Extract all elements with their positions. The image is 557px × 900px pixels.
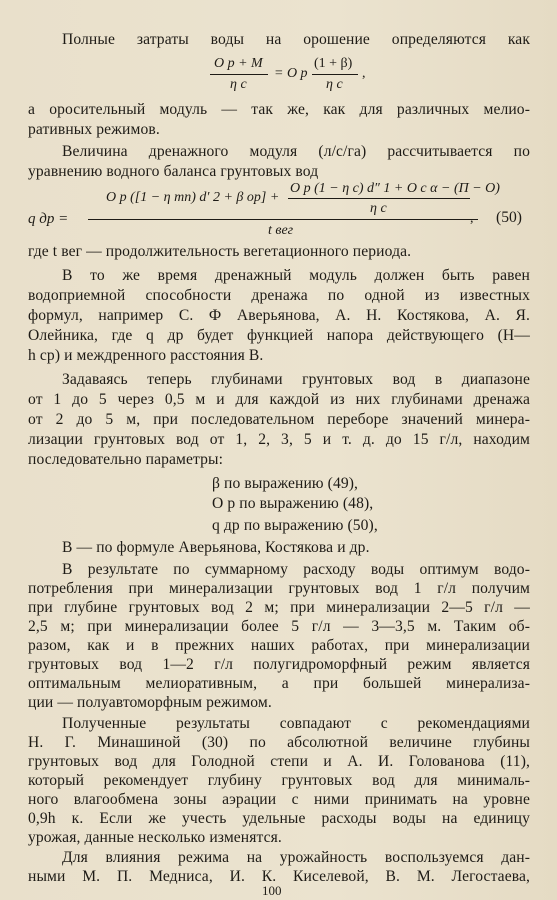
formula1-equals: = O р [274, 66, 308, 81]
text-line: потребления при минерализации грунтовых вод 1 г/л получим [28, 580, 530, 597]
formula1-right-numerator: (1 + β) [314, 56, 353, 71]
text-line: Полученные результаты совпадают с рекомендациями [62, 715, 530, 732]
formula2-comma: , [470, 211, 474, 226]
page-number: 100 [262, 883, 282, 898]
formula1-right-fraction-bar [312, 74, 358, 75]
formula1-comma: , [362, 66, 366, 81]
formula2-main-fraction-bar [88, 219, 478, 220]
formula2-lhs: q др = [28, 211, 69, 227]
text-line: грунтовых вод 1—2 г/л полугидроморфный режим является [28, 656, 530, 673]
text-line: урожая, данные несколько изменятся. [28, 829, 282, 846]
text-line: Олейника, где q др будет функцией напора действующего (H— [28, 327, 530, 344]
formula1-right-denominator: η с [326, 77, 343, 92]
text-line: Задаваясь теперь глубинами грунтовых вод в диапазоне [62, 371, 530, 388]
text-line: ными М. П. Медниса, И. К. Киселевой, В. М. Легостаева, [28, 868, 530, 885]
text-line: ративных режимов. [28, 121, 160, 138]
parameter-item: q др по выражению (50), [212, 517, 378, 534]
text-line: Величина дренажного модуля (л/с/га) рассчитывается по [62, 143, 530, 160]
parameter-item: β по выражению (49), [212, 475, 359, 492]
text-line: от 2 до 5 м, при последовательном переборе значений минера- [28, 411, 530, 428]
formula2-equation-number: (50) [496, 209, 522, 226]
text-line: который рекомендует глубину грунтовых вод для минималь- [28, 772, 530, 789]
text-line: где t вег — продолжительность вегетационного периода. [28, 243, 412, 260]
text-line: лизации грунтовых вод от 1, 2, 3, 5 и т. д. до 15 г/л, находим [28, 431, 530, 448]
text-line: Для влияния режима на урожайность воспользуемся дан- [62, 849, 530, 866]
text-line: а оросительный модуль — так же, как для различных мелио- [28, 101, 530, 118]
text-line: Полные затраты воды на орошение определяются как [62, 31, 530, 48]
text-line: последовательно параметры: [28, 451, 224, 468]
text-line: оптимальным мелиоративным, а при большей минерализа- [28, 675, 530, 692]
text-line: грунтовых вод для Голодной степи и А. И. Голованова (11), [28, 753, 530, 770]
text-line: уравнению водного баланса грунтовых вод [28, 163, 319, 180]
text-line: h ср) и междренного расстояния B. [28, 347, 264, 364]
text-line: Н. Г. Минашиной (30) по абсолютной величине глубины [28, 734, 530, 751]
parameter-item: O р по выражению (48), [212, 495, 374, 512]
text-line: формул, например С. Ф Аверьянова, А. Н. Костякова, А. Я. [28, 307, 530, 324]
text-line: водоприемной способности дренажа по одной из известных [28, 287, 530, 304]
formula2-first-term: O р ([1 − η mn) d′ 2 + β ор] + [106, 190, 280, 205]
text-line: B — по формуле Аверьянова, Костякова и др. [62, 539, 370, 556]
formula2-second-denominator: η с [370, 201, 387, 216]
formula2-second-numerator: O р (1 − η с) d″ 1 + O с α − (П − O) [290, 181, 500, 196]
formula1-denominator: η с [230, 77, 247, 92]
formula1-fraction-bar [210, 74, 268, 75]
text-line: 0,9h к. Если же учесть удельные расходы воды на единицу [28, 810, 530, 827]
formula2-inner-fraction-bar [288, 198, 470, 199]
text-line: ного влагообмена зоны аэрации с ними принимать на уровне [28, 791, 530, 808]
text-line: при глубине грунтовых вод 2 м; при минерализации 2—5 г/л — [28, 599, 530, 616]
text-line: 2,5 м; при минерализации более 5 г/л — 3—3,5 м. Таким об- [28, 618, 530, 635]
text-line: от 1 до 5 через 0,5 м и для каждой из них глубинами дренажа [28, 391, 530, 408]
text-line: ции — полуавтоморфным режимом. [28, 694, 272, 711]
formula1-numerator: O р + M [214, 56, 263, 71]
text-line: разом, как и в прежних наших работах, при минерализации [28, 637, 530, 654]
text-line: В результате по суммарному расходу воды оптимум водо- [62, 561, 530, 578]
text-line: В то же время дренажный модуль должен быть равен [62, 267, 530, 284]
formula2-denominator: t вег [268, 223, 294, 238]
